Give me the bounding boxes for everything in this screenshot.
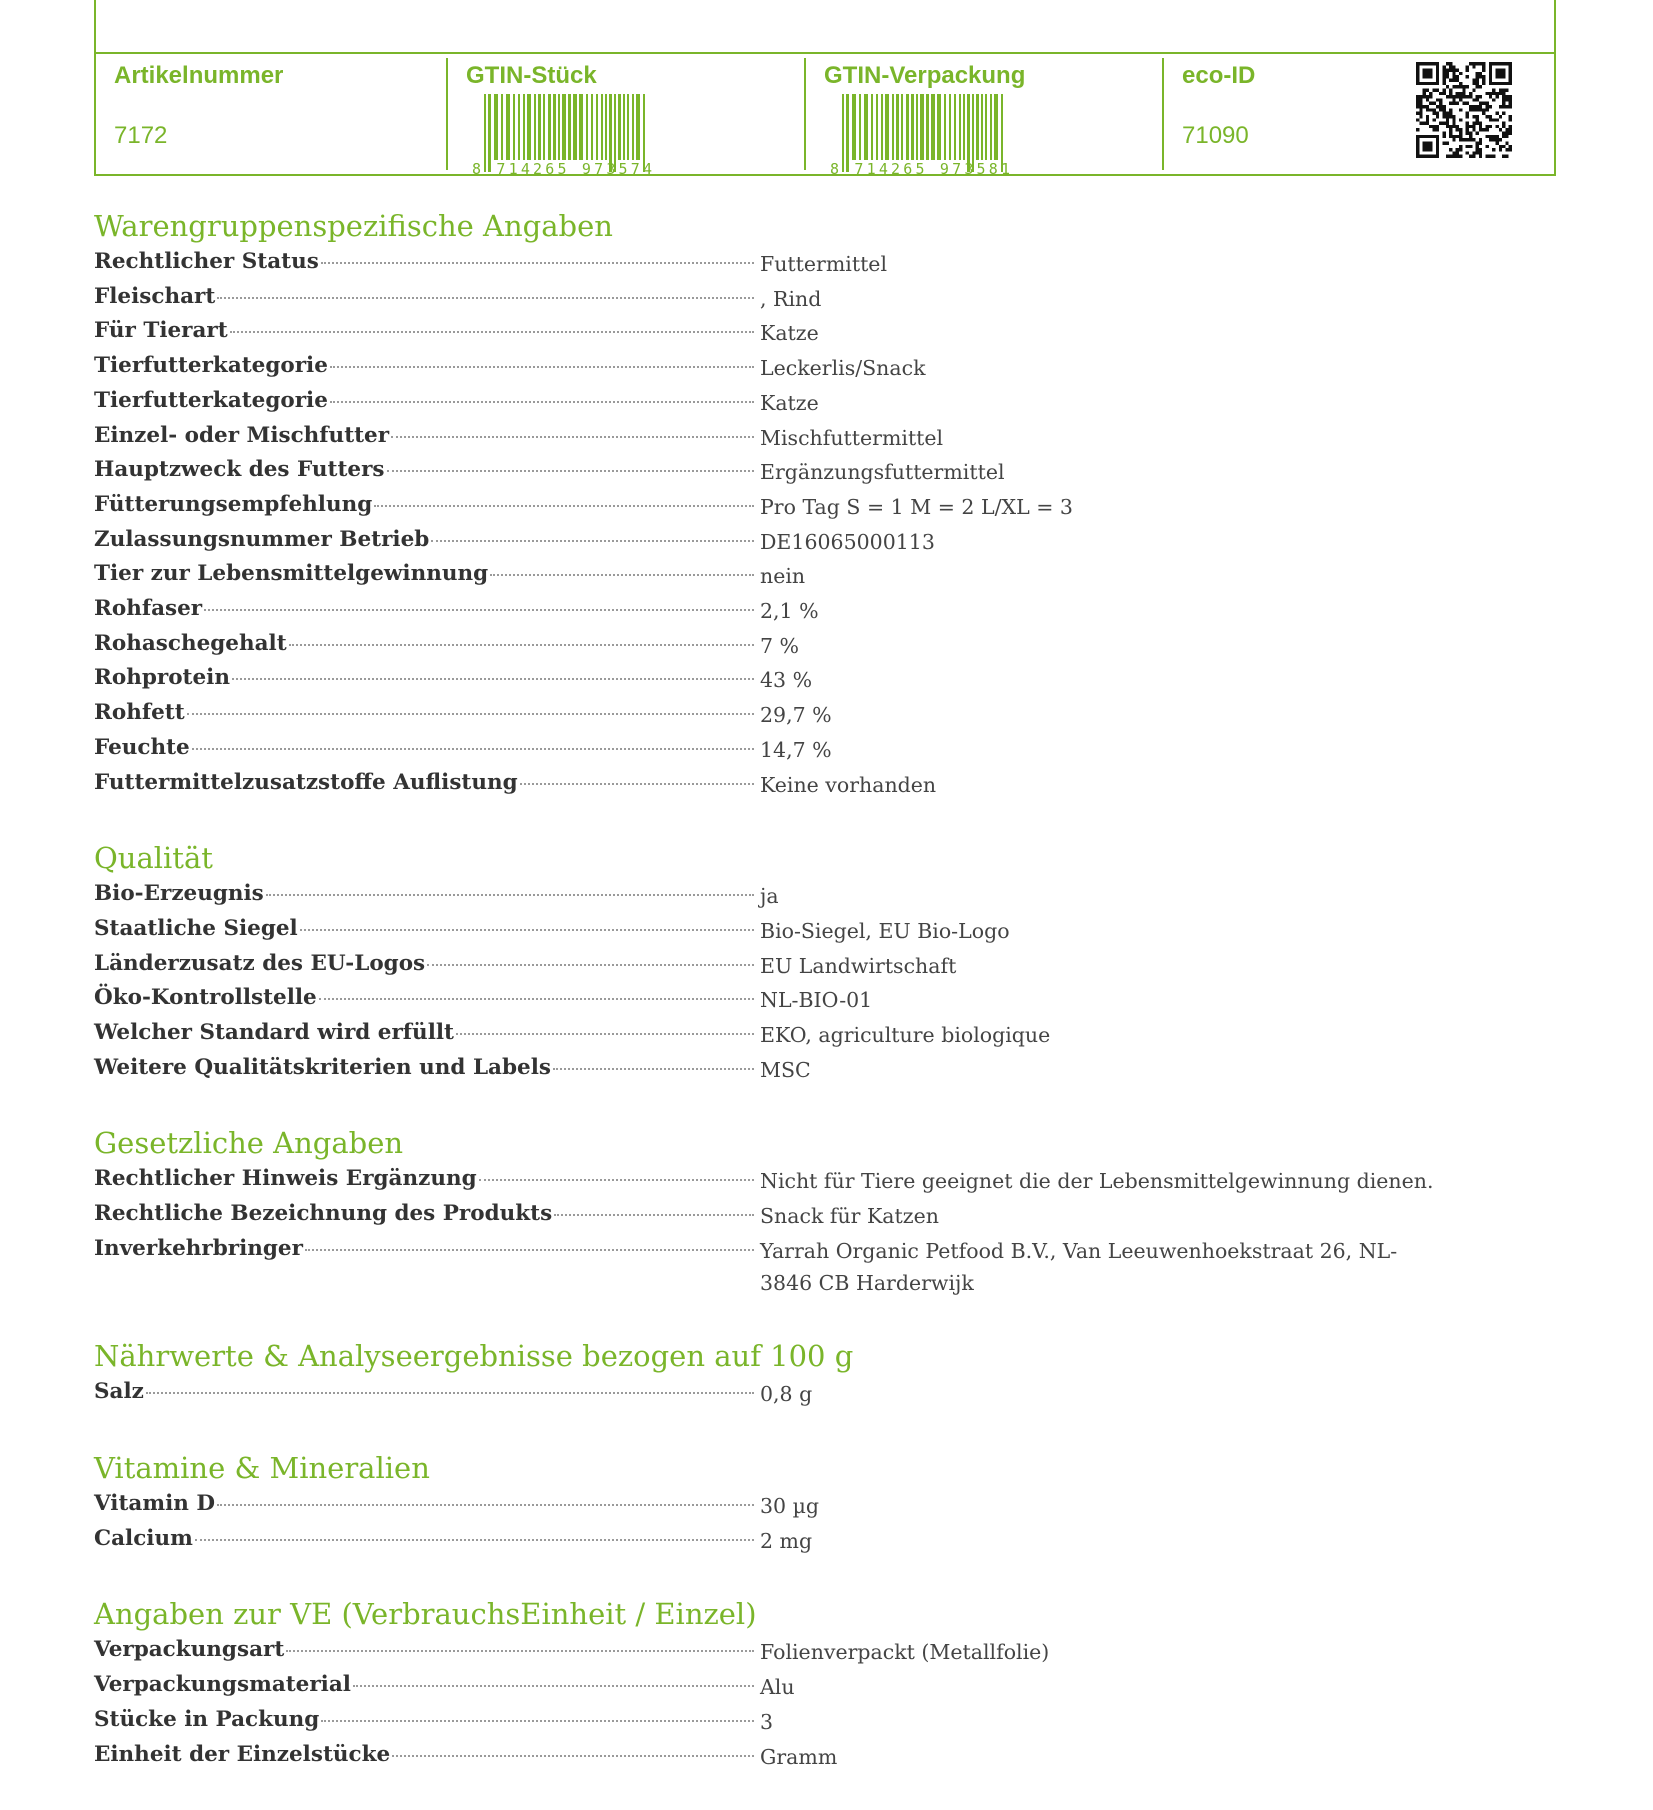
barcode-bar [623, 94, 625, 160]
attribute-label-wrap [94, 732, 760, 764]
attribute-row [94, 420, 1556, 455]
barcode-bar [906, 94, 909, 160]
barcode-digits: 8 714265 973574 [472, 160, 652, 174]
attribute-value: Alu [760, 1675, 795, 1700]
barcode-bar [553, 94, 556, 160]
barcode-bar [538, 94, 541, 160]
dot-leader [374, 505, 754, 507]
attribute-label: Rechtlicher Status [94, 249, 319, 274]
barcode-bar [994, 94, 998, 160]
dot-leader [146, 1392, 754, 1394]
barcode-bar [871, 94, 873, 160]
dot-leader [391, 436, 754, 438]
barcode-bar [859, 94, 861, 160]
attribute-label: Feuchte [94, 734, 190, 760]
barcode-bar [506, 94, 510, 160]
barcode-bar [596, 94, 598, 160]
barcode-bar [568, 94, 571, 160]
barcode-bar [518, 94, 520, 160]
barcode-bar [579, 94, 583, 160]
attribute-label-wrap [94, 982, 760, 1014]
attribute-label-wrap [94, 1163, 760, 1195]
attribute-label-wrap [94, 628, 760, 660]
barcode-bar [618, 94, 621, 160]
attribute-label: Rohprotein [94, 665, 230, 691]
attribute-value: Yarrah Organic Petfood B.V., Van Leeuwenhoekstraat 26, NL-3846 CB Harderwijk [760, 1238, 1398, 1295]
attribute-value: nein [760, 564, 806, 589]
attribute-label: Zulassungsnummer Betrieb [94, 526, 430, 552]
barcode-bar [949, 94, 951, 160]
attribute-row [94, 1233, 1556, 1299]
product-data-sheet [94, 206, 1556, 1810]
attribute-value: , Rind [760, 286, 822, 311]
section-title: Qualität [94, 841, 213, 876]
attribute-value: Folienverpackt (Metallfolie) [760, 1640, 1050, 1665]
attribute-row [94, 246, 1556, 281]
dot-leader [387, 470, 754, 472]
eco-id-label: eco-ID [1182, 62, 1256, 89]
barcode-bar [601, 94, 603, 160]
attribute-label: Futtermittelzusatzstoffe Auflistung [94, 769, 518, 795]
attribute-label-wrap [94, 454, 760, 486]
barcode-graphic [470, 94, 656, 174]
attribute-label-wrap [94, 1198, 760, 1230]
barcode-bar [605, 94, 607, 160]
barcode-bar [981, 94, 983, 160]
barcode-bar [926, 94, 929, 160]
attribute-label-wrap [94, 489, 760, 521]
barcode-bar [494, 94, 498, 160]
attribute-value: 2,1 % [760, 599, 819, 624]
dot-leader [554, 1214, 754, 1216]
attribute-value: 30 µg [760, 1493, 820, 1518]
barcode-bar [513, 94, 515, 160]
attribute-row [94, 982, 1556, 1017]
attribute-row [94, 1163, 1556, 1198]
attribute-value: ja [760, 884, 779, 909]
attribute-label-wrap [94, 948, 760, 980]
dot-leader [456, 1033, 754, 1035]
dot-leader [321, 1720, 754, 1722]
attribute-row [94, 454, 1556, 489]
barcode-bar [864, 94, 868, 160]
attribute-label-wrap [94, 1233, 760, 1265]
dot-leader [305, 1249, 754, 1251]
section [94, 838, 1556, 1086]
attribute-value: 3 [760, 1709, 774, 1734]
barcode-bar [562, 94, 566, 160]
attribute-label: Tierfutterkategorie [94, 353, 328, 379]
attribute-row [94, 489, 1556, 524]
dot-leader [431, 540, 754, 542]
attribute-value: Nicht für Tiere geeignet die der Lebensmittelgewinnung dienen. [760, 1169, 1434, 1194]
dot-leader [319, 998, 754, 1000]
attribute-label-wrap [94, 767, 760, 799]
barcode-bar [636, 94, 640, 160]
dot-leader [520, 783, 754, 785]
barcode-bar [523, 94, 525, 160]
dot-leader [187, 713, 754, 715]
attribute-label: Rechtlicher Hinweis Ergänzung [94, 1166, 477, 1192]
barcode-bar [558, 94, 560, 160]
attribute-row [94, 281, 1556, 316]
artikelnummer-value: 7172 [114, 122, 168, 149]
section-title: Angaben zur VE (VerbrauchsEinheit / Einzel) [94, 1597, 757, 1632]
attribute-label-wrap [94, 281, 760, 313]
attribute-label: Staatliche Siegel [94, 915, 298, 941]
barcode-bar [881, 94, 883, 160]
barcode-bar [959, 94, 961, 160]
attribute-row [94, 732, 1556, 767]
dot-leader [204, 609, 754, 611]
barcode-bar [901, 94, 903, 160]
artikelnummer-label: Artikelnummer [114, 62, 284, 89]
barcode-bar [916, 94, 918, 160]
attribute-label: Für Tierart [94, 318, 228, 344]
dot-leader [427, 964, 754, 966]
attribute-row [94, 1017, 1556, 1052]
attribute-value: EU Landwirtschaft [760, 953, 957, 978]
barcode-digits: 8 714265 973581 [830, 160, 1010, 174]
section [94, 1594, 1556, 1773]
attribute-value: 43 % [760, 668, 813, 693]
attribute-label-wrap [94, 1669, 760, 1701]
barcode-bar [548, 94, 551, 160]
attribute-value: EKO, agriculture biologique [760, 1023, 1051, 1048]
attribute-value: Gramm [760, 1744, 838, 1769]
attribute-value: Snack für Katzen [760, 1204, 939, 1229]
attribute-label-wrap [94, 350, 760, 382]
attribute-row [94, 593, 1556, 628]
attribute-label: Fleischart [94, 283, 216, 309]
attribute-row [94, 1704, 1556, 1739]
section [94, 1123, 1556, 1299]
attribute-row [94, 662, 1556, 697]
dot-leader [353, 1685, 754, 1687]
attribute-value: 2 mg [760, 1528, 813, 1553]
attribute-label-wrap [94, 1376, 760, 1408]
attribute-label-wrap [94, 662, 760, 694]
artikelnummer-cell [96, 54, 444, 174]
dot-leader [300, 929, 754, 931]
attribute-row [94, 1376, 1556, 1411]
section [94, 206, 1556, 801]
gtin-stueck-label: GTIN-Stück [466, 62, 597, 89]
attribute-label: Welcher Standard wird erfüllt [94, 1020, 454, 1046]
attribute-value: Futtermittel [760, 252, 887, 276]
attribute-label-wrap [94, 1523, 760, 1555]
attribute-row [94, 1634, 1556, 1669]
attribute-label: Salz [94, 1379, 144, 1405]
barcode-bar [534, 94, 536, 160]
gtin-verpackung-cell [804, 58, 1162, 174]
qr-code [1416, 62, 1512, 158]
dot-leader [479, 1179, 754, 1181]
attribute-label: Inverkehrbringer [94, 1235, 303, 1261]
attribute-label: Einheit der Einzelstücke [94, 1741, 391, 1767]
dot-leader [192, 748, 754, 750]
attribute-label-wrap [94, 558, 760, 590]
barcode-bar [976, 94, 979, 160]
attribute-value: Ergänzungsfuttermittel [760, 460, 1005, 485]
attribute-label-wrap [94, 697, 760, 729]
attribute-label: Weitere Qualitätskriterien und Labels [94, 1054, 551, 1080]
section-title: Gesetzliche Angaben [94, 1126, 404, 1161]
attribute-label: Rechtliche Bezeichnung des Produkts [94, 1201, 553, 1227]
barcode-bar [937, 94, 941, 160]
attribute-row [94, 913, 1556, 948]
gtin-stueck-barcode [470, 94, 656, 174]
attribute-label-wrap [94, 913, 760, 945]
barcode-bar [963, 94, 965, 160]
attribute-row [94, 1052, 1556, 1087]
attribute-label-wrap [94, 385, 760, 417]
attribute-label: Fütterungsempfehlung [94, 491, 373, 517]
attribute-label: Öko-Kontrollstelle [94, 985, 317, 1011]
barcode-bar [990, 94, 992, 160]
attribute-row [94, 1523, 1556, 1558]
attribute-row [94, 1488, 1556, 1523]
attribute-label: Hauptzweck des Futters [94, 457, 385, 483]
attribute-value: Pro Tag S = 1 M = 2 L/XL = 3 [760, 494, 1073, 519]
gtin-stueck-cell [446, 58, 804, 174]
barcode-bar [527, 94, 531, 160]
barcode-bar [573, 94, 577, 160]
barcode-bar [985, 94, 987, 160]
attribute-label: Verpackungsart [94, 1637, 285, 1663]
attribute-row [94, 767, 1556, 802]
attribute-label: Vitamin D [94, 1490, 216, 1516]
attribute-label: Rohaschegehalt [94, 630, 287, 656]
barcode-bar [885, 94, 889, 160]
attribute-label: Calcium [94, 1525, 193, 1551]
attribute-label: Stücke in Packung [94, 1706, 320, 1732]
gtin-verpackung-label: GTIN-Verpackung [824, 62, 1026, 89]
attribute-label-wrap [94, 878, 760, 910]
attribute-label: Länderzusatz des EU-Logos [94, 950, 426, 976]
dot-leader [330, 401, 754, 403]
attribute-label-wrap [94, 524, 760, 556]
barcode-bar [501, 94, 503, 160]
attribute-row [94, 1669, 1556, 1704]
eco-id-value: 71090 [1182, 122, 1249, 149]
attribute-row [94, 697, 1556, 732]
attribute-label-wrap [94, 1634, 760, 1666]
dot-leader [286, 1650, 754, 1652]
attribute-value: 7 % [760, 633, 800, 658]
attribute-value: 0,8 g [760, 1382, 813, 1407]
gtin-verpackung-barcode [828, 94, 1014, 174]
dot-leader [490, 574, 754, 576]
attribute-row [94, 628, 1556, 663]
barcode-bar [591, 94, 593, 160]
attribute-label-wrap [94, 1052, 760, 1084]
attribute-label-wrap [94, 246, 760, 278]
barcode-bar [944, 94, 946, 160]
attribute-label: Verpackungsmaterial [94, 1672, 351, 1698]
attribute-row [94, 524, 1556, 559]
attribute-label-wrap [94, 315, 760, 347]
attribute-value: Leckerlis/Snack [760, 356, 926, 381]
section-title: Nährwerte & Analyseergebnisse bezogen auf 100 g [94, 1339, 854, 1374]
attribute-label: Rohfett [94, 700, 185, 726]
attribute-row [94, 1739, 1556, 1774]
attribute-value: Bio-Siegel, EU Bio-Logo [760, 918, 1010, 943]
barcode-bar [954, 94, 956, 160]
dot-leader [230, 331, 754, 333]
attribute-label: Einzel- oder Mischfutter [94, 422, 390, 448]
dot-leader [217, 297, 754, 299]
attribute-value: Keine vorhanden [760, 772, 937, 797]
attribute-row [94, 385, 1556, 420]
dot-leader [232, 678, 754, 680]
attribute-label: Tierfutterkategorie [94, 387, 328, 413]
attribute-value: 14,7 % [760, 737, 832, 762]
attribute-label-wrap [94, 1488, 760, 1520]
attribute-value: NL-BIO-01 [760, 988, 873, 1013]
barcode-bar [892, 94, 894, 160]
barcode-graphic [828, 94, 1014, 174]
section-title: Vitamine & Mineralien [94, 1450, 430, 1485]
attribute-row [94, 315, 1556, 350]
attribute-value: 29,7 % [760, 703, 832, 728]
attribute-label: Rohfaser [94, 596, 203, 622]
section [94, 1336, 1556, 1411]
dot-leader [289, 644, 754, 646]
dot-leader [266, 894, 754, 896]
attribute-row [94, 558, 1556, 593]
barcode-bar [627, 94, 629, 160]
attribute-value: Mischfuttermittel [760, 425, 944, 450]
barcode-bar [931, 94, 935, 160]
attribute-row [94, 1198, 1556, 1233]
barcode-bar [896, 94, 899, 160]
dot-leader [195, 1539, 754, 1541]
attribute-value: DE16065000113 [760, 529, 935, 554]
barcode-bar [586, 94, 588, 160]
attribute-value: MSC [760, 1057, 811, 1082]
attribute-label-wrap [94, 593, 760, 625]
attribute-row [94, 948, 1556, 983]
dot-leader [392, 1755, 754, 1757]
attribute-row [94, 350, 1556, 385]
barcode-bar [632, 94, 634, 160]
attribute-label: Tier zur Lebensmittelgewinnung [94, 561, 489, 587]
barcode-bar [920, 94, 924, 160]
attribute-label-wrap [94, 1704, 760, 1736]
attribute-value: Katze [760, 321, 819, 346]
section [94, 1448, 1556, 1557]
attribute-label: Bio-Erzeugnis [94, 881, 264, 907]
attribute-value: Katze [760, 390, 819, 415]
attribute-row [94, 878, 1556, 913]
section-title: Warengruppenspezifische Angaben [94, 209, 613, 243]
attribute-label-wrap [94, 1017, 760, 1049]
dot-leader [553, 1068, 754, 1070]
dot-leader [217, 1504, 754, 1506]
barcode-bar [911, 94, 914, 160]
dot-leader [330, 366, 754, 368]
dot-leader [321, 262, 754, 264]
attribute-label-wrap [94, 1739, 760, 1771]
attribute-label-wrap [94, 420, 760, 452]
product-header-frame [94, 0, 1556, 176]
barcode-bar [543, 94, 545, 160]
barcode-bar [876, 94, 878, 160]
barcode-bar [852, 94, 856, 160]
